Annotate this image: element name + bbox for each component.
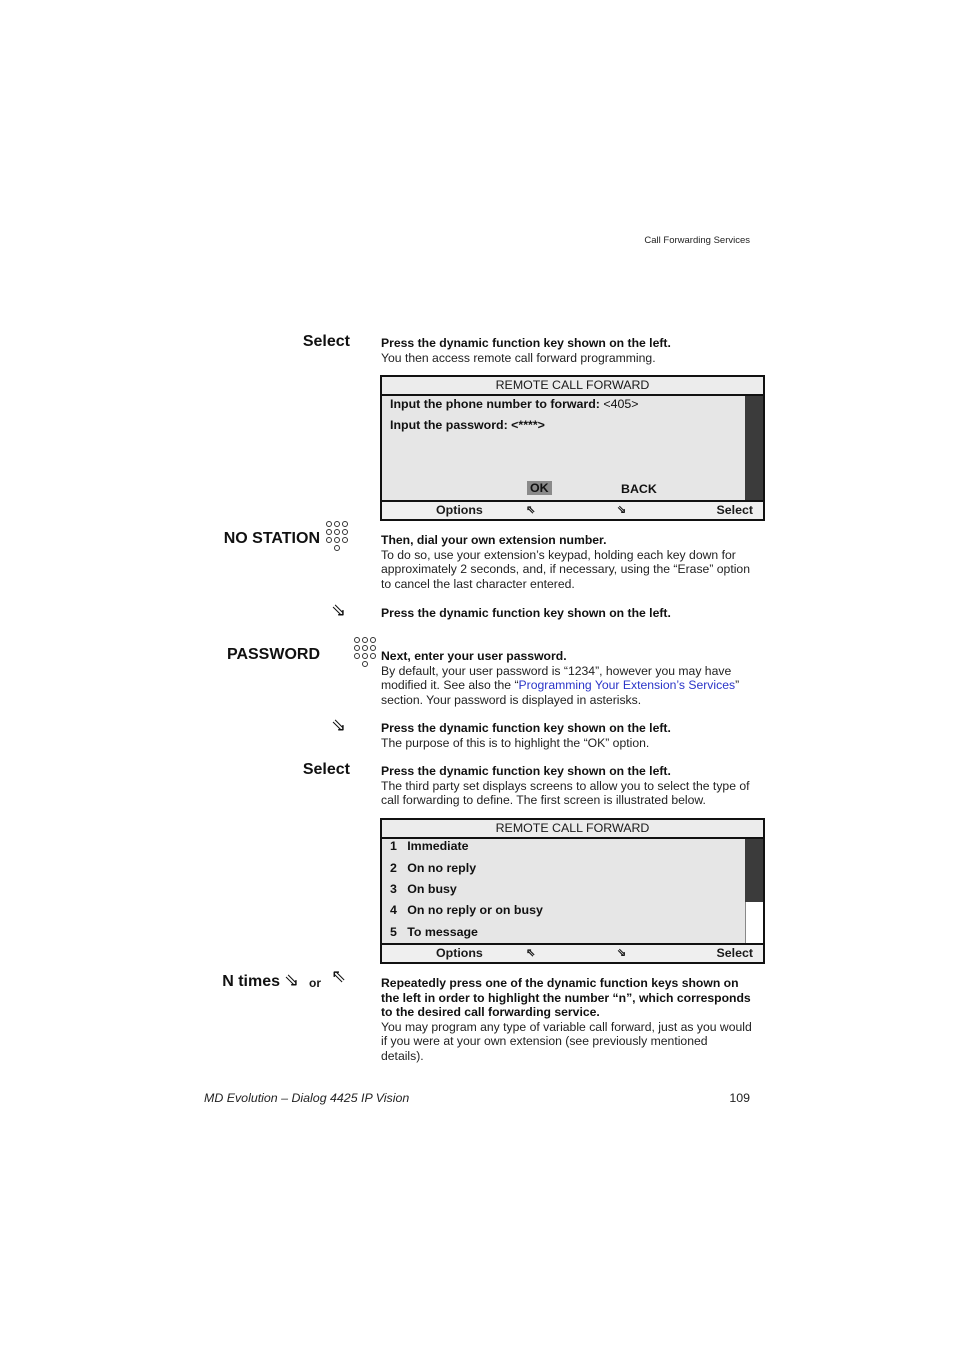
keypad-icon: [326, 521, 350, 551]
step-password: [381, 649, 753, 707]
down-arrow-icon: ⇘: [284, 970, 300, 990]
step-description: [381, 664, 753, 708]
phone-number-label: Input the phone number to forward:: [390, 397, 600, 411]
step-instruction: Press the dynamic function key shown on the left.: [381, 764, 671, 778]
step-highlight-ok: [381, 721, 753, 750]
item-label: On no reply: [407, 861, 477, 875]
password-prompt: Input the password: <****>: [390, 418, 545, 432]
up-arrow-icon: ⇖: [331, 966, 347, 986]
select-softkey[interactable]: Select: [716, 946, 753, 960]
down-arrow-icon[interactable]: ⇘: [617, 504, 627, 516]
step-press-down: [381, 606, 753, 621]
menu-item[interactable]: [390, 882, 457, 896]
up-arrow-icon[interactable]: ⇖: [526, 504, 536, 516]
up-arrow-icon[interactable]: ⇖: [526, 947, 536, 959]
phone-number-value: <405>: [603, 397, 639, 411]
phone-number-prompt: [390, 397, 639, 411]
menu-item[interactable]: [390, 925, 478, 939]
item-label: On busy: [407, 882, 457, 896]
down-arrow-icon: ⇘: [331, 600, 347, 620]
menu-item[interactable]: [390, 861, 476, 875]
screen-body: [382, 839, 763, 962]
n-times-label: N times: [222, 973, 280, 990]
options-softkey[interactable]: Options: [436, 946, 483, 960]
step-no-station: [381, 533, 753, 591]
item-number: 4: [390, 903, 397, 917]
screen-title: REMOTE CALL FORWARD: [382, 377, 763, 396]
step-description: You may program any type of variable call forward, just as you would if you were at your own extension (see previously mentioned details).: [381, 1019, 752, 1063]
item-number: 2: [390, 861, 397, 875]
menu-item[interactable]: [390, 839, 469, 853]
screen-title: REMOTE CALL FORWARD: [382, 820, 763, 839]
step-instruction: Repeatedly press one of the dynamic function keys shown on the left in order to highlight the number “n”, which corresponds to the desired call forwarding service.: [381, 976, 751, 1020]
item-label: On no reply or on busy: [407, 903, 543, 917]
step-select-1: [381, 336, 753, 365]
step-description: You then access remote call forward programming.: [381, 350, 656, 365]
down-arrow-icon: ⇘: [331, 715, 347, 735]
screen-body: [382, 396, 763, 519]
softkey-bar: [382, 943, 763, 962]
ok-option[interactable]: OK: [527, 481, 552, 495]
item-number: 1: [390, 839, 397, 853]
no-station-label: NO STATION: [223, 530, 320, 547]
step-instruction: Press the dynamic function key shown on the left.: [381, 721, 671, 735]
step-select-2: [381, 764, 753, 808]
select-softkey[interactable]: Select: [716, 503, 753, 517]
scrollbar-thumb: [745, 839, 763, 902]
page-number: 109: [729, 1091, 750, 1105]
step-instruction: Then, dial your own extension number.: [381, 533, 607, 547]
down-arrow-icon[interactable]: ⇘: [617, 947, 627, 959]
step-instruction: Next, enter your user password.: [381, 649, 567, 663]
or-label: or: [309, 976, 321, 990]
scrollbar-track: [745, 902, 763, 944]
softkey-bar: [382, 500, 763, 519]
item-label: To message: [407, 925, 478, 939]
step-n-times: [381, 976, 753, 1064]
phone-screen-menu: [380, 818, 765, 964]
document-title: MD Evolution – Dialog 4425 IP Vision: [204, 1091, 410, 1105]
phone-screen-input: [380, 375, 765, 521]
select-key-label: Select: [302, 333, 350, 350]
password-label: PASSWORD: [226, 646, 320, 663]
scrollbar: [745, 396, 763, 502]
running-header: Call Forwarding Services: [644, 235, 750, 246]
step-description: The purpose of this is to highlight the “OK” option.: [381, 735, 650, 750]
step-description: To do so, use your extension’s keypad, holding each key down for approximately 2 seconds, and, if necessary, using the “Erase” option to cancel the last character entered.: [381, 547, 750, 591]
select-key-label: Select: [302, 761, 350, 778]
item-number: 5: [390, 925, 397, 939]
menu-item[interactable]: [390, 903, 543, 917]
options-softkey[interactable]: Options: [436, 503, 483, 517]
step-description: The third party set displays screens to allow you to select the type of call forwarding to define. The first screen is illustrated below.: [381, 778, 750, 808]
step-instruction: Press the dynamic function key shown on the left.: [381, 606, 671, 620]
item-number: 3: [390, 882, 397, 896]
step-instruction: Press the dynamic function key shown on the left.: [381, 336, 671, 350]
back-option[interactable]: BACK: [621, 482, 657, 496]
description-part: By default, your user password is “1234”, however you may have modified it. See also the “: [381, 663, 732, 693]
item-label: Immediate: [407, 839, 469, 853]
programming-services-link[interactable]: Programming Your Extension’s Services: [518, 678, 736, 693]
keypad-icon: [354, 637, 378, 667]
description-part: ” section. Your password is displayed in asterisks.: [381, 678, 740, 707]
